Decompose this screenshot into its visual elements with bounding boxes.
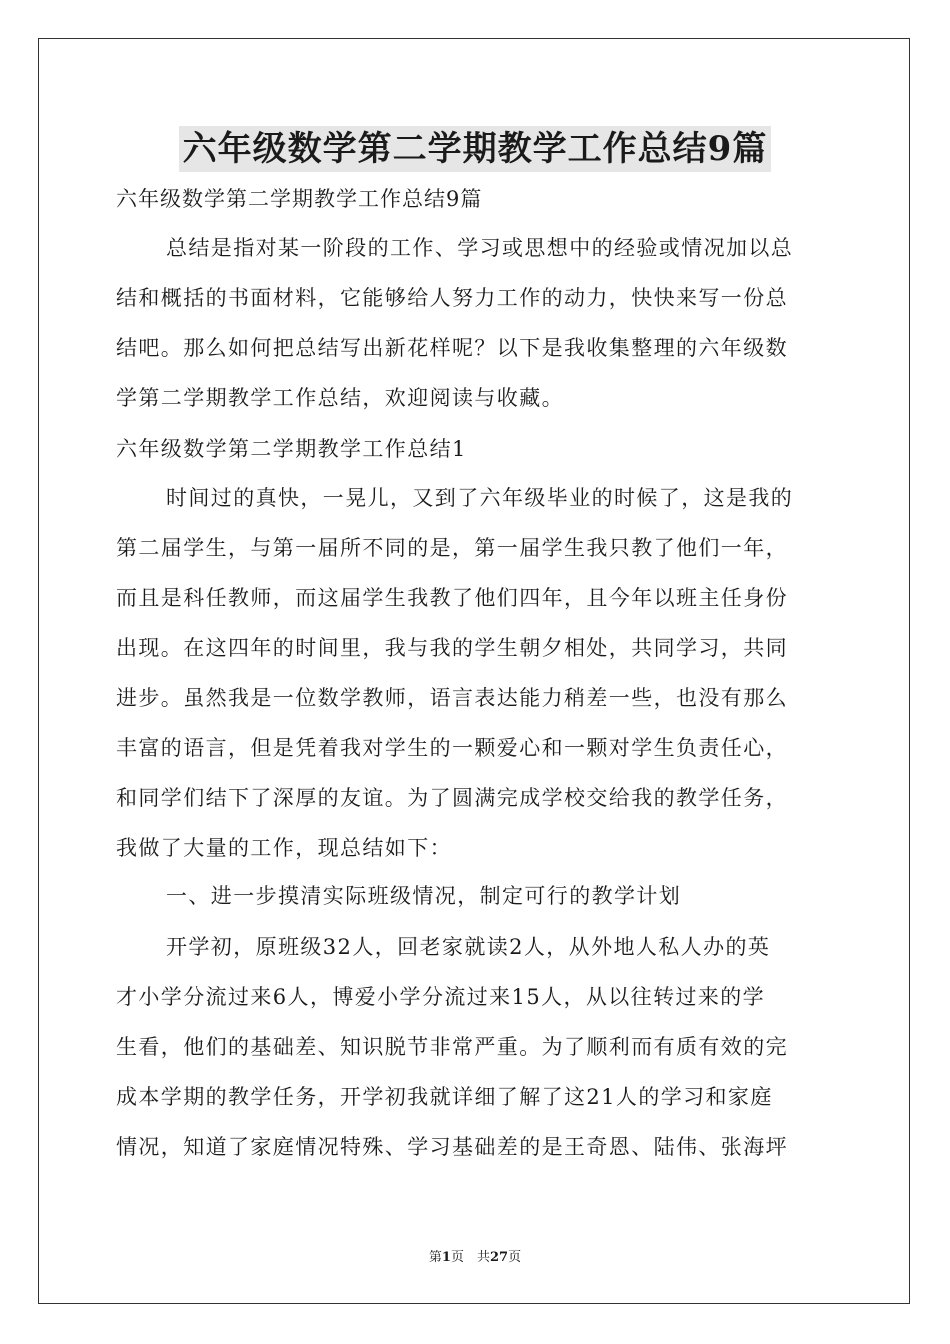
body-line: 出现。在这四年的时间里，我与我的学生朝夕相处，共同学习，共同 bbox=[116, 636, 788, 660]
body-line: 我做了大量的工作，现总结如下： bbox=[116, 836, 452, 860]
document-title: 六年级数学第二学期教学工作总结9篇 bbox=[179, 126, 772, 172]
page-footer bbox=[0, 1246, 950, 1265]
body-line: 情况，知道了家庭情况特殊、学习基础差的是王奇恩、陆伟、张海坪 bbox=[116, 1135, 788, 1159]
section-heading: 六年级数学第二学期教学工作总结1 bbox=[116, 437, 467, 461]
body-line: 第二届学生，与第一届所不同的是，第一届学生我只教了他们一年， bbox=[116, 536, 788, 560]
body-line: 生看，他们的基础差、知识脱节非常严重。为了顺利而有质有效的完 bbox=[116, 1035, 788, 1059]
body-line: 丰富的语言，但是凭着我对学生的一颗爱心和一颗对学生负责任心， bbox=[116, 736, 788, 760]
body-line: 结和概括的书面材料，它能够给人努力工作的动力，快快来写一份总 bbox=[116, 286, 788, 310]
footer-mid: 页 共 bbox=[450, 1250, 490, 1265]
subsection-heading: 一、进一步摸清实际班级情况，制定可行的教学计划 bbox=[166, 884, 682, 908]
footer-current-page: 1 bbox=[441, 1250, 451, 1265]
body-line: 而且是科任教师，而这届学生我教了他们四年，且今年以班主任身份 bbox=[116, 586, 788, 610]
document-title-wrap bbox=[0, 126, 950, 172]
body-line: 时间过的真快，一晃儿，又到了六年级毕业的时候了，这是我的 bbox=[166, 486, 794, 510]
body-line: 成本学期的教学任务，开学初我就详细了解了这21人的学习和家庭 bbox=[116, 1085, 773, 1109]
body-line: 和同学们结下了深厚的友谊。为了圆满完成学校交给我的教学任务， bbox=[116, 786, 788, 810]
body-line: 总结是指对某一阶段的工作、学习或思想中的经验或情况加以总 bbox=[166, 236, 794, 260]
body-line: 结吧。那么如何把总结写出新花样呢？以下是我收集整理的六年级数 bbox=[116, 336, 788, 360]
page-border bbox=[38, 38, 910, 1304]
document-subtitle: 六年级数学第二学期教学工作总结9篇 bbox=[116, 187, 483, 211]
body-line: 学第二学期教学工作总结，欢迎阅读与收藏。 bbox=[116, 386, 564, 410]
footer-prefix: 第 bbox=[428, 1250, 442, 1265]
body-line: 才小学分流过来6人，博爱小学分流过来15人，从以往转过来的学 bbox=[116, 985, 766, 1009]
footer-suffix: 页 bbox=[508, 1250, 522, 1265]
body-line: 开学初，原班级32人，回老家就读2人，从外地人私人办的英 bbox=[166, 935, 771, 959]
footer-total-pages: 27 bbox=[489, 1250, 509, 1265]
body-line: 进步。虽然我是一位数学教师，语言表达能力稍差一些，也没有那么 bbox=[116, 686, 788, 710]
